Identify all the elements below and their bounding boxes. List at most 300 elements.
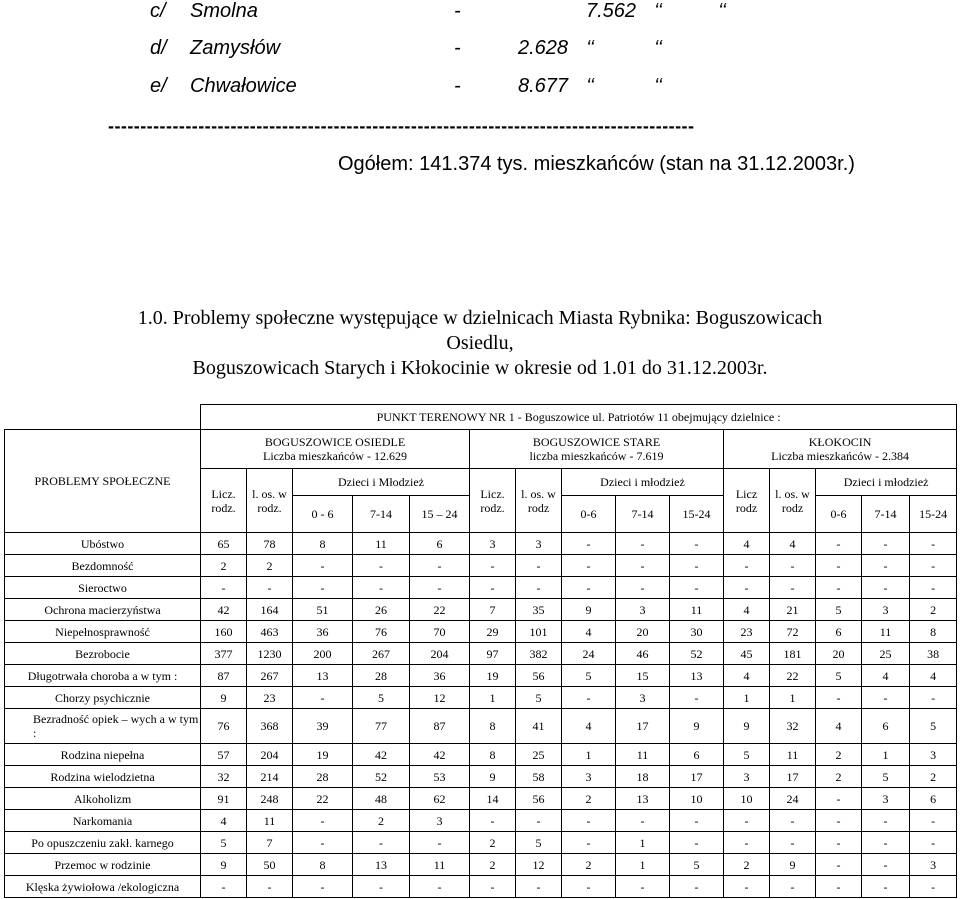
problem-label: Przemoc w rodzinie — [5, 854, 201, 876]
table-row — [5, 577, 957, 599]
table-cell: 11 — [247, 810, 293, 832]
problem-label: Długotrwała choroba a w tym : — [5, 665, 201, 687]
table-cell: - — [670, 687, 724, 709]
table-cell: 204 — [247, 744, 293, 766]
table-cell: 8 — [910, 621, 957, 643]
table-cell: 17 — [770, 766, 816, 788]
table-cell: 58 — [516, 766, 562, 788]
table-cell: 22 — [293, 788, 353, 810]
table-cell: 3 — [862, 788, 910, 810]
table-cell: 4 — [770, 533, 816, 555]
table-cell: - — [670, 577, 724, 599]
table-cell: - — [293, 810, 353, 832]
table-cell: - — [293, 577, 353, 599]
table-cell: 101 — [516, 621, 562, 643]
table-cell: 2 — [470, 854, 516, 876]
table-cell: 11 — [353, 533, 410, 555]
district-header-row — [5, 430, 957, 469]
table-cell: 2 — [724, 854, 770, 876]
table-cell: 181 — [770, 643, 816, 665]
table-cell: - — [470, 876, 516, 898]
population-total: Ogółem: 141.374 tys. mieszkańców (stan na 31.12.2003r.) — [338, 153, 855, 175]
district-name: Chwałowice — [190, 75, 297, 97]
table-cell: 50 — [247, 854, 293, 876]
table-cell: 23 — [247, 687, 293, 709]
table-cell: - — [724, 876, 770, 898]
table-cell: 10 — [670, 788, 724, 810]
table-cell: 14 — [470, 788, 516, 810]
table-cell: - — [816, 876, 862, 898]
table-cell: 36 — [293, 621, 353, 643]
table-cell: - — [410, 555, 470, 577]
table-cell: 3 — [616, 687, 670, 709]
table-body — [5, 533, 957, 898]
table-row — [5, 709, 957, 744]
table-cell: 9 — [724, 709, 770, 744]
table-cell: - — [616, 533, 670, 555]
col-age-0-6: 0-6 — [562, 496, 616, 533]
table-cell: 200 — [293, 643, 353, 665]
table-cell: - — [247, 876, 293, 898]
table-cell: 4 — [201, 810, 247, 832]
table-cell: - — [910, 533, 957, 555]
table-cell: 25 — [862, 643, 910, 665]
table-cell: 30 — [670, 621, 724, 643]
table-cell: 7 — [470, 599, 516, 621]
table-cell: - — [616, 577, 670, 599]
table-cell: 2 — [470, 832, 516, 854]
table-cell: 5 — [353, 687, 410, 709]
table-row — [5, 621, 957, 643]
table-cell: 42 — [353, 744, 410, 766]
table-cell: - — [670, 810, 724, 832]
table-cell: 11 — [770, 744, 816, 766]
table-cell: - — [616, 810, 670, 832]
table-cell: 267 — [353, 643, 410, 665]
table-cell: 8 — [470, 744, 516, 766]
table-cell: 2 — [562, 854, 616, 876]
table-cell: 5 — [201, 832, 247, 854]
table-cell: - — [562, 555, 616, 577]
table-row — [5, 876, 957, 898]
table-cell: - — [670, 533, 724, 555]
table-cell: 13 — [616, 788, 670, 810]
table-cell: 2 — [353, 810, 410, 832]
table-cell: 214 — [247, 766, 293, 788]
table-cell: - — [816, 788, 862, 810]
table-cell: - — [816, 533, 862, 555]
problem-label: Bezradność opiek – wych a w tym : — [5, 709, 201, 744]
problem-label: Niepełnosprawność — [5, 621, 201, 643]
table-cell: 204 — [410, 643, 470, 665]
table-cell: 22 — [410, 599, 470, 621]
table-cell: - — [910, 687, 957, 709]
table-cell: 22 — [770, 665, 816, 687]
table-cell: 87 — [410, 709, 470, 744]
table-cell: 65 — [201, 533, 247, 555]
table-cell: 6 — [910, 788, 957, 810]
problem-label: Alkoholizm — [5, 788, 201, 810]
table-cell: - — [516, 577, 562, 599]
table-cell: 164 — [247, 599, 293, 621]
table-cell: 2 — [562, 788, 616, 810]
district-name: Smolna — [190, 0, 258, 22]
table-cell: - — [353, 832, 410, 854]
table-cell: 9 — [470, 766, 516, 788]
table-cell: 9 — [201, 687, 247, 709]
table-cell: 39 — [293, 709, 353, 744]
table-cell: - — [770, 876, 816, 898]
table-cell: 4 — [816, 709, 862, 744]
table-cell: 53 — [410, 766, 470, 788]
table-cell: - — [247, 577, 293, 599]
table-cell: 3 — [616, 599, 670, 621]
table-cell: - — [201, 577, 247, 599]
table-row — [5, 744, 957, 766]
table-cell: 3 — [910, 854, 957, 876]
table-cell: 48 — [353, 788, 410, 810]
separator-line: ------------------------------------------------------------------------------------------- — [108, 116, 695, 136]
table-cell: 2 — [910, 766, 957, 788]
table-cell: - — [910, 832, 957, 854]
col-families: Licz. rodz. — [201, 469, 247, 533]
col-children: Dzieci i młodzież — [816, 469, 957, 496]
section-heading-cont: Osiedlu, — [446, 332, 514, 354]
table-cell: 12 — [516, 854, 562, 876]
table-cell: 5 — [670, 854, 724, 876]
table-cell: 35 — [516, 599, 562, 621]
table-cell: 52 — [353, 766, 410, 788]
table-cell: - — [410, 577, 470, 599]
table-cell: - — [293, 555, 353, 577]
table-cell: 1 — [616, 832, 670, 854]
table-cell: 19 — [293, 744, 353, 766]
table-cell: 2 — [910, 599, 957, 621]
col-age-7-14: 7-14 — [616, 496, 670, 533]
district-line — [0, 0, 960, 28]
table-cell: 21 — [770, 599, 816, 621]
table-cell: 3 — [410, 810, 470, 832]
table-cell: 15 — [616, 665, 670, 687]
table-row — [5, 766, 957, 788]
table-cell: 11 — [410, 854, 470, 876]
table-cell: 1 — [562, 744, 616, 766]
table-cell: 8 — [293, 533, 353, 555]
table-cell: - — [770, 577, 816, 599]
table-cell: 4 — [724, 599, 770, 621]
col-families: Licz rodz — [724, 469, 770, 533]
district-value: 7.562 — [586, 0, 637, 22]
table-cell: - — [562, 687, 616, 709]
table-cell: 9 — [562, 599, 616, 621]
table-cell: - — [862, 555, 910, 577]
district-name: BOGUSZOWICE STARE — [532, 435, 661, 449]
table-cell: 4 — [862, 665, 910, 687]
table-cell: 248 — [247, 788, 293, 810]
table-cell: - — [910, 876, 957, 898]
district-population: Liczba mieszkańców - 2.384 — [771, 449, 910, 463]
ditto-mark: ‘‘ — [718, 0, 727, 22]
district-letter: c/ — [150, 0, 166, 22]
table-cell: 160 — [201, 621, 247, 643]
table-cell: 56 — [516, 788, 562, 810]
problem-label: Ochrona macierzyństwa — [5, 599, 201, 621]
district-value: 2.628 — [518, 37, 569, 59]
table-cell: 3 — [724, 766, 770, 788]
table-cell: 12 — [410, 687, 470, 709]
table-cell: 1 — [724, 687, 770, 709]
group-header — [201, 430, 470, 469]
table-cell: - — [353, 577, 410, 599]
table-cell: 1 — [862, 744, 910, 766]
table-cell: 46 — [616, 643, 670, 665]
table-cell: 91 — [201, 788, 247, 810]
table-cell: 76 — [201, 709, 247, 744]
table-row — [5, 687, 957, 709]
table-row — [5, 854, 957, 876]
table-cell: - — [516, 810, 562, 832]
col-age-15-24: 15-24 — [670, 496, 724, 533]
table-cell: 32 — [770, 709, 816, 744]
row-header-problems: PROBLEMY SPOŁECZNE — [5, 430, 201, 533]
table-cell: - — [724, 555, 770, 577]
table-cell: - — [562, 810, 616, 832]
table-cell: - — [293, 876, 353, 898]
table-cell: 62 — [410, 788, 470, 810]
ditto-mark: ‘‘ — [586, 75, 595, 97]
table-cell: - — [862, 577, 910, 599]
table-cell: 267 — [247, 665, 293, 687]
table-cell: - — [353, 876, 410, 898]
table-cell: - — [410, 876, 470, 898]
table-cell: - — [562, 577, 616, 599]
table-cell: 28 — [293, 766, 353, 788]
table-cell: - — [770, 810, 816, 832]
table-cell: 9 — [201, 854, 247, 876]
table-cell: - — [862, 832, 910, 854]
table-cell: 13 — [293, 665, 353, 687]
problem-label: Klęska żywiołowa /ekologiczna — [5, 876, 201, 898]
table-cell: 7 — [247, 832, 293, 854]
table-cell: - — [816, 854, 862, 876]
table-cell: 5 — [816, 599, 862, 621]
table-cell: 57 — [201, 744, 247, 766]
table-cell: 6 — [410, 533, 470, 555]
table-cell: 4 — [562, 709, 616, 744]
table-row — [5, 643, 957, 665]
table-cell: 24 — [770, 788, 816, 810]
table-cell: - — [201, 876, 247, 898]
table-cell: 52 — [670, 643, 724, 665]
table-row — [5, 599, 957, 621]
table-cell: - — [516, 876, 562, 898]
problem-label: Rodzina wielodzietna — [5, 766, 201, 788]
col-persons: l. os. w rodz — [770, 469, 816, 533]
social-problems-table — [4, 404, 957, 898]
table-cell: 18 — [616, 766, 670, 788]
table-cell: 5 — [562, 665, 616, 687]
problem-label: Rodzina niepełna — [5, 744, 201, 766]
col-age-0-6: 0 - 6 — [293, 496, 353, 533]
table-cell: 70 — [410, 621, 470, 643]
ditto-mark: ‘‘ — [654, 0, 663, 22]
table-cell: - — [616, 876, 670, 898]
col-age-15-24: 15-24 — [910, 496, 957, 533]
table-cell: - — [670, 876, 724, 898]
table-cell: 42 — [201, 599, 247, 621]
table-cell: 1 — [616, 854, 670, 876]
table-cell: 11 — [862, 621, 910, 643]
table-cell: - — [470, 577, 516, 599]
table-cell: - — [862, 533, 910, 555]
table-cell: - — [470, 810, 516, 832]
district-line — [0, 75, 960, 103]
table-title-row — [5, 405, 957, 430]
col-families: Licz. rodz. — [470, 469, 516, 533]
table-cell: - — [816, 577, 862, 599]
district-letter: d/ — [150, 37, 167, 59]
district-population: liczba mieszkańców - 7.619 — [529, 449, 664, 463]
table-cell: 9 — [770, 854, 816, 876]
table-cell: 5 — [724, 744, 770, 766]
table-cell: 2 — [247, 555, 293, 577]
table-cell: 4 — [562, 621, 616, 643]
table-cell: 51 — [293, 599, 353, 621]
table-cell: 5 — [910, 709, 957, 744]
table-cell: 97 — [470, 643, 516, 665]
table-cell: - — [816, 810, 862, 832]
table-cell: 45 — [724, 643, 770, 665]
table-cell: - — [470, 555, 516, 577]
table-cell: 1230 — [247, 643, 293, 665]
table-cell: - — [910, 810, 957, 832]
table-cell: 4 — [910, 665, 957, 687]
group-header — [724, 430, 957, 469]
col-age-15-24: 15 – 24 — [410, 496, 470, 533]
table-cell: 19 — [470, 665, 516, 687]
problem-label: Bezrobocie — [5, 643, 201, 665]
table-cell: - — [293, 687, 353, 709]
district-population: Liczba mieszkańców - 12.629 — [263, 449, 407, 463]
table-cell: 77 — [353, 709, 410, 744]
table-cell: 28 — [353, 665, 410, 687]
table-cell: 377 — [201, 643, 247, 665]
table-cell: 8 — [293, 854, 353, 876]
district-name: KŁOKOCIN — [808, 435, 872, 449]
table-cell: - — [770, 832, 816, 854]
district-letter: e/ — [150, 75, 167, 97]
ditto-mark: ‘‘ — [586, 37, 595, 59]
table-cell: 11 — [670, 599, 724, 621]
table-row — [5, 555, 957, 577]
table-cell: 2 — [816, 766, 862, 788]
table-cell: - — [724, 577, 770, 599]
ditto-mark: ‘‘ — [654, 75, 663, 97]
table-cell: 41 — [516, 709, 562, 744]
ditto-mark: ‘‘ — [654, 37, 663, 59]
table-cell: 76 — [353, 621, 410, 643]
table-cell: 5 — [516, 832, 562, 854]
table-cell: - — [724, 810, 770, 832]
district-name: BOGUSZOWICE OSIEDLE — [264, 435, 406, 449]
table-cell: - — [616, 555, 670, 577]
table-cell: 3 — [516, 533, 562, 555]
problem-label: Po opuszczeniu zakł. karnego — [5, 832, 201, 854]
table-cell: 23 — [724, 621, 770, 643]
table-cell: - — [562, 876, 616, 898]
table-cell: 4 — [724, 533, 770, 555]
table-cell: - — [562, 832, 616, 854]
table-cell: 2 — [201, 555, 247, 577]
table-cell: 368 — [247, 709, 293, 744]
table-cell: - — [293, 832, 353, 854]
problem-label: Sieroctwo — [5, 577, 201, 599]
table-cell: 463 — [247, 621, 293, 643]
district-dash: - — [454, 0, 461, 22]
section-heading: 1.0. Problemy społeczne występujące w dzielnicach Miasta Rybnika: Boguszowicach — [137, 307, 823, 329]
table-cell: 6 — [670, 744, 724, 766]
problem-label: Bezdomność — [5, 555, 201, 577]
table-cell: 25 — [516, 744, 562, 766]
col-age-7-14: 7-14 — [353, 496, 410, 533]
table-cell: - — [562, 533, 616, 555]
col-children: Dzieci i młodzież — [562, 469, 724, 496]
group-header — [470, 430, 724, 469]
table-cell: 5 — [516, 687, 562, 709]
table-cell: - — [516, 555, 562, 577]
table-cell: - — [862, 687, 910, 709]
col-age-7-14: 7-14 — [862, 496, 910, 533]
table-cell: 36 — [410, 665, 470, 687]
col-children: Dzieci i Młodzież — [293, 469, 470, 496]
table-cell: - — [816, 555, 862, 577]
table-cell: - — [670, 832, 724, 854]
table-cell: 5 — [862, 766, 910, 788]
table-cell: 20 — [616, 621, 670, 643]
table-cell: - — [816, 832, 862, 854]
problem-label: Ubóstwo — [5, 533, 201, 555]
table-cell: - — [353, 555, 410, 577]
table-cell: 4 — [724, 665, 770, 687]
table-row — [5, 788, 957, 810]
table-cell: 1 — [770, 687, 816, 709]
table-row — [5, 533, 957, 555]
table-cell: 29 — [470, 621, 516, 643]
table-row — [5, 665, 957, 687]
table-cell: - — [910, 577, 957, 599]
table-cell: 3 — [470, 533, 516, 555]
table-cell: - — [816, 687, 862, 709]
table-cell: 20 — [816, 643, 862, 665]
table-cell: 17 — [616, 709, 670, 744]
table-cell: 26 — [353, 599, 410, 621]
table-cell: 1 — [470, 687, 516, 709]
table-cell: 72 — [770, 621, 816, 643]
table-cell: 87 — [201, 665, 247, 687]
problem-label: Chorzy psychicznie — [5, 687, 201, 709]
table-cell: 10 — [724, 788, 770, 810]
table-cell: 6 — [816, 621, 862, 643]
col-persons: l. os. w rodz. — [247, 469, 293, 533]
table-cell: - — [770, 555, 816, 577]
district-dash: - — [454, 37, 461, 59]
table-row — [5, 810, 957, 832]
table-cell: 382 — [516, 643, 562, 665]
table-cell: 2 — [816, 744, 862, 766]
col-age-0-6: 0-6 — [816, 496, 862, 533]
terrain-point-header: PUNKT TERENOWY NR 1 - Boguszowice ul. Patriotów 11 obejmujący dzielnice : — [201, 405, 957, 430]
table-cell: 5 — [816, 665, 862, 687]
